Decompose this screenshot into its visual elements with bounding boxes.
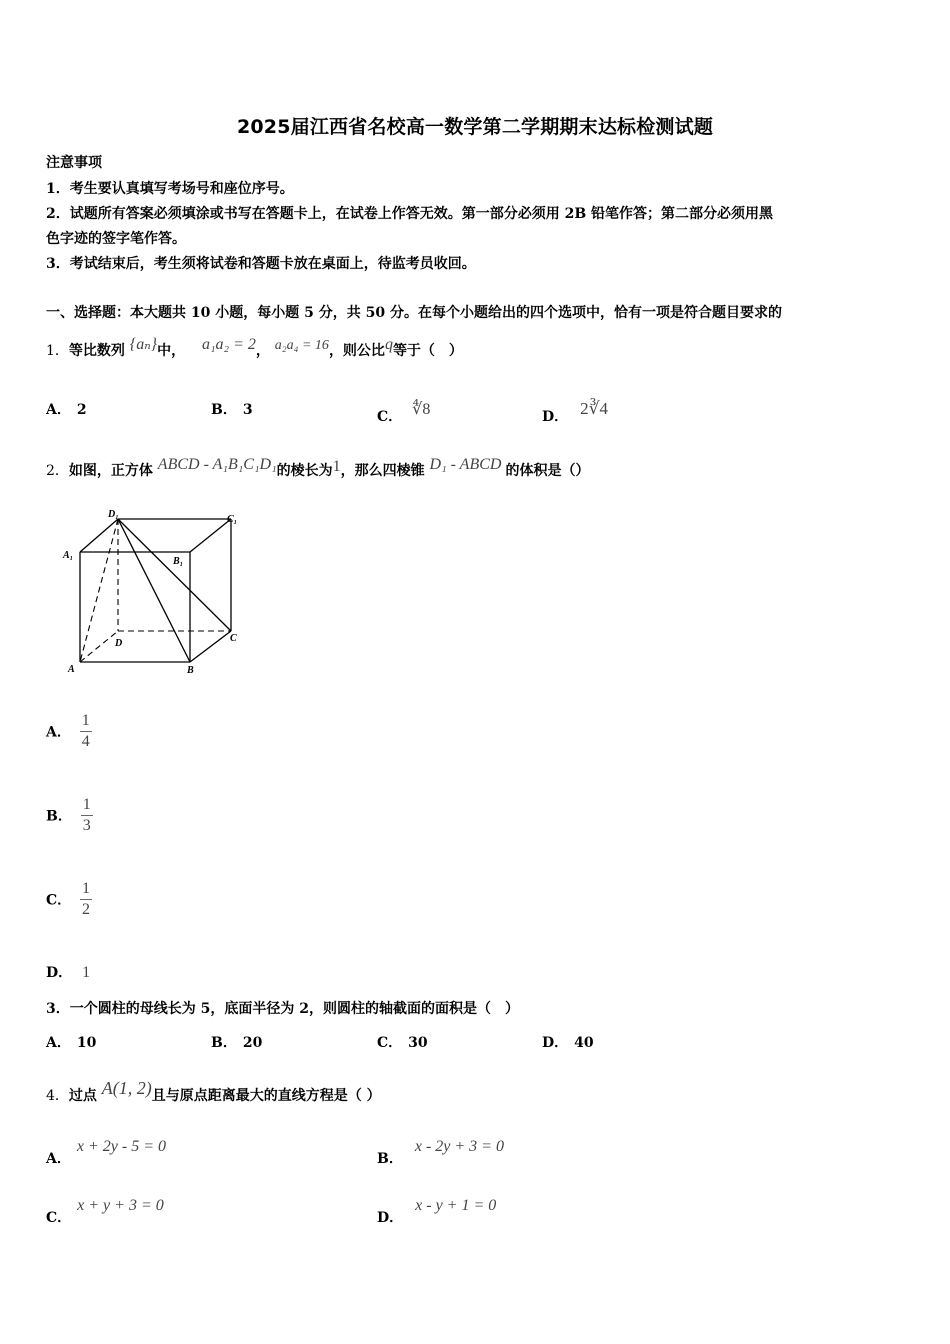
notice-item: 2．试题所有答案必须填涂或书写在答题卡上，在试卷上作答无效。第一部分必须用 2B 铅笔作答；第二部分必须用黑: [46, 206, 774, 222]
sequence-formula: {aₙ}: [129, 336, 158, 353]
cube-formula: ABCD - A₁B₁C₁D₁: [157, 456, 277, 473]
q3-option-c[interactable]: C． 30: [377, 1035, 428, 1051]
notice-item: 3．考试结束后，考生须将试卷和答题卡放在桌面上，待监考员收回。: [46, 256, 476, 272]
q2-option-d[interactable]: D． 1: [46, 964, 91, 981]
label-c: C: [230, 633, 237, 644]
label-d1: D₁: [108, 509, 119, 520]
label-a1: A₁: [63, 550, 74, 561]
q1-number: 1．: [46, 343, 69, 359]
condition-1-formula: a₁a₂ = 2: [201, 336, 256, 353]
q4-option-a[interactable]: A．x + 2y - 5 = 0: [46, 1138, 166, 1167]
label-a: A: [68, 664, 75, 675]
q3-option-b[interactable]: B． 20: [211, 1035, 263, 1051]
point-formula: A(1, 2): [101, 1078, 152, 1098]
q2-option-c[interactable]: C． $\frac{1}{2}$: [46, 880, 91, 918]
question-1: 1．等比数列 {aₙ}中， a₁a₂ = 2， a₂a₄ = 16，则公比q等于（ ）: [46, 336, 463, 359]
q1-option-c[interactable]: C． ∜8: [377, 401, 431, 425]
label-d: D: [115, 638, 123, 649]
label-c1: C₁: [227, 514, 238, 525]
cube-figure: [55, 505, 255, 680]
section-heading: 一、选择题：本大题共 10 小题，每小题 5 分，共 50 分。在每个小题给出的四个选项中，恰有一项是符合题目要求的: [46, 305, 782, 321]
label-b: B: [187, 665, 194, 676]
q1-option-b[interactable]: B． 3: [211, 402, 253, 418]
q1-option-a[interactable]: A． 2: [46, 402, 87, 418]
q3-option-a[interactable]: A． 10: [46, 1035, 97, 1051]
label-b1: B₁: [173, 556, 184, 567]
pyramid-formula: D₁ - ABCD: [429, 456, 502, 473]
q1-option-d[interactable]: D． 2∛4: [542, 399, 608, 425]
question-4: 4．过点 A(1, 2)且与原点距离最大的直线方程是（ ）: [46, 1078, 381, 1104]
q2-option-a[interactable]: A． $\frac{1}{4}$: [46, 712, 90, 750]
q3-option-d[interactable]: D． 40: [542, 1035, 594, 1051]
ratio-variable: q: [384, 336, 393, 353]
notice-item: 1．考生要认真填写考场号和座位序号。: [46, 181, 294, 197]
notice-item: 色字迹的签字笔作答。: [46, 231, 186, 247]
q2-option-b[interactable]: B． $\frac{1}{3}$: [46, 796, 91, 834]
q4-option-b[interactable]: B．x - 2y + 3 = 0: [377, 1138, 504, 1167]
question-2: 2．如图，正方体 ABCD - A₁B₁C₁D₁的棱长为1，那么四棱锥 D₁ - ABCD 的体积是（）: [46, 456, 590, 479]
q4-option-c[interactable]: C．x + y + 3 = 0: [46, 1197, 164, 1226]
condition-2-formula: a₂a₄ = 16: [274, 338, 329, 353]
notice-heading: 注意事项: [46, 155, 102, 171]
q4-option-d[interactable]: D．x - y + 1 = 0: [377, 1197, 497, 1226]
question-3: 3．一个圆柱的母线长为 5，底面半径为 2，则圆柱的轴截面的面积是（ ）: [46, 1001, 519, 1017]
page-title: 2025届江西省名校高一数学第二学期期末达标检测试题: [236, 116, 714, 138]
